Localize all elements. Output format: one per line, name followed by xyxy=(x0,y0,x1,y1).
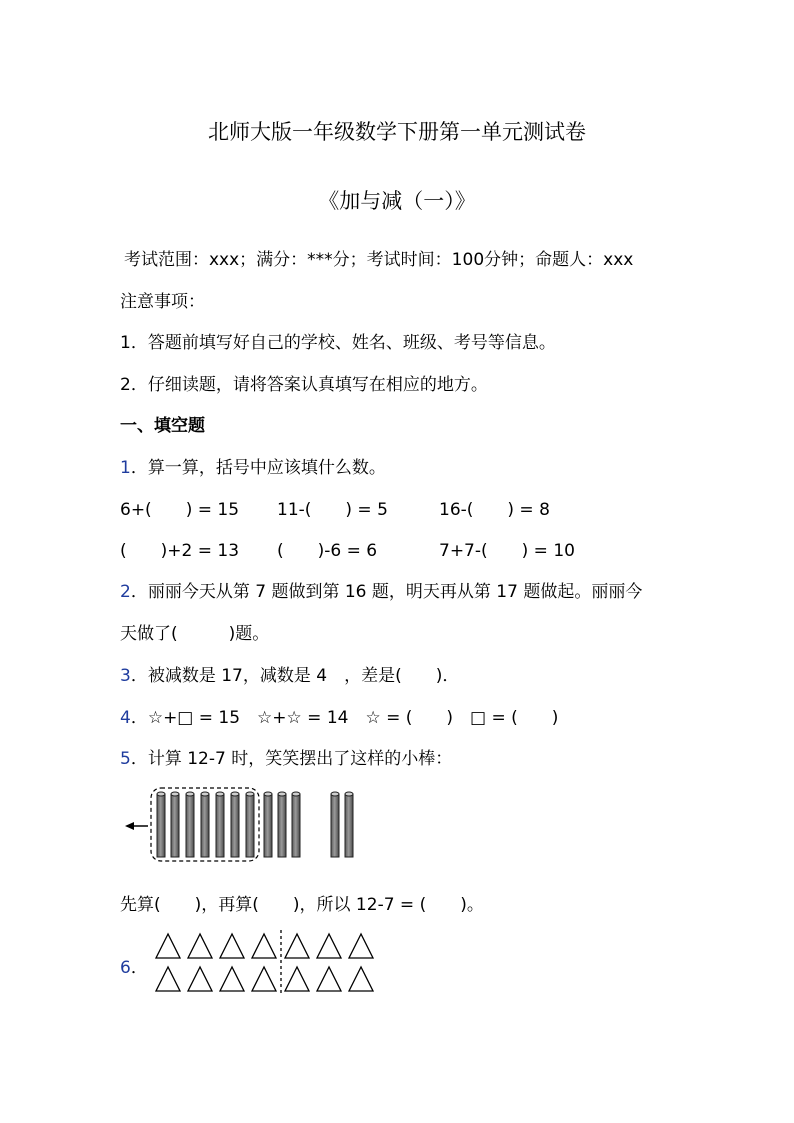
question-number: 2 xyxy=(120,582,131,602)
question-number: 6 xyxy=(120,958,131,978)
triangle xyxy=(285,934,309,958)
triangle xyxy=(188,967,212,991)
stick xyxy=(171,792,179,857)
triangle xyxy=(156,934,180,958)
stick xyxy=(231,792,239,857)
question-number: 4 xyxy=(120,708,131,728)
question-number: 5 xyxy=(120,749,131,769)
stick xyxy=(201,792,209,857)
exam-info: 考试范围：xxx；满分：***分；考试时间：100分钟；命题人：xxx xyxy=(124,250,634,270)
equation: 6+( ) = 15 xyxy=(120,500,240,520)
triangle xyxy=(220,934,244,958)
equation: 16-( ) = 8 xyxy=(439,500,550,520)
page-title: 北师大版一年级数学下册第一单元测试卷 xyxy=(208,120,586,144)
triangle xyxy=(252,934,276,958)
triangle xyxy=(349,934,373,958)
note-2: 2．仔细读题，请将答案认真填写在相应的地方。 xyxy=(120,375,488,395)
stick xyxy=(345,792,353,857)
question-2-line-2: 天做了( )题。 xyxy=(120,624,270,644)
stick xyxy=(331,792,339,857)
triangle xyxy=(156,967,180,991)
stick xyxy=(157,792,165,857)
stick xyxy=(186,792,194,857)
triangle xyxy=(285,967,309,991)
question-text: ．☆+□ = 15 ☆+☆ = 14 ☆ = ( ) □ = ( ) xyxy=(130,708,559,728)
question-5-answer: 先算( )，再算( )，所以 12-7 = ( )。 xyxy=(120,895,484,915)
triangle xyxy=(220,967,244,991)
triangle xyxy=(252,967,276,991)
stick xyxy=(278,792,286,857)
question-text: ．算一算，括号中应该填什么数。 xyxy=(130,458,386,478)
notes-header: 注意事项： xyxy=(120,292,205,312)
equation: ( )+2 = 13 xyxy=(120,541,240,561)
left-arrow-icon xyxy=(125,822,148,830)
question-text: ．计算 12-7 时，笑笑摆出了这样的小棒： xyxy=(130,749,453,769)
section-fill-blank: 一、填空题 xyxy=(120,416,205,436)
stick xyxy=(292,792,300,857)
stick xyxy=(246,792,254,857)
note-1: 1．答题前填写好自己的学校、姓名、班级、考号等信息。 xyxy=(120,333,556,353)
question-text: ．被减数是 17，减数是 4 ，差是( )． xyxy=(130,666,460,686)
equation: 7+7-( ) = 10 xyxy=(439,541,575,561)
question-number: 1 xyxy=(120,458,131,478)
question-text: ．丽丽今天从第 7 题做到第 16 题，明天再从第 17 题做起。丽丽今 xyxy=(130,582,643,602)
triangle xyxy=(188,934,212,958)
equation: ( )-6 = 6 xyxy=(277,541,378,561)
triangles-figure xyxy=(156,930,373,995)
page-subtitle: 《加与减（一）》 xyxy=(318,189,476,213)
stick xyxy=(264,792,272,857)
stick xyxy=(216,792,224,857)
equation: 11-( ) = 5 xyxy=(277,500,388,520)
question-6 xyxy=(120,953,148,978)
question-text: ． xyxy=(130,958,148,978)
question-number: 3 xyxy=(120,666,131,686)
triangle xyxy=(349,967,373,991)
triangle xyxy=(317,967,341,991)
sticks xyxy=(157,792,353,857)
triangle xyxy=(317,934,341,958)
